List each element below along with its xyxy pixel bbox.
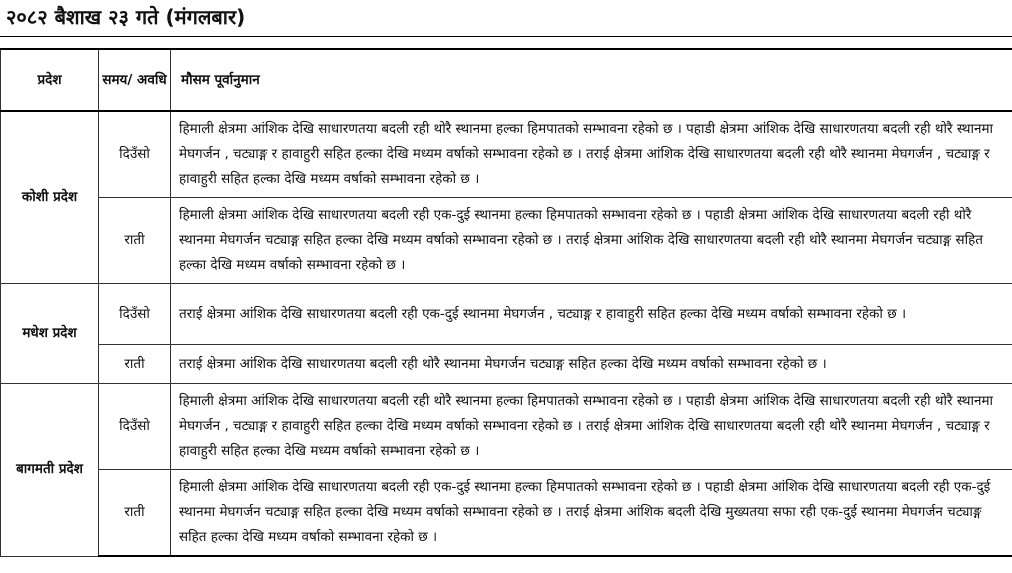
time-period-cell: दिउँसो (99, 284, 171, 345)
table-row (1, 111, 1012, 198)
province-name-koshi: कोशी प्रदेश (1, 111, 99, 284)
time-period-cell: दिउँसो (99, 384, 171, 470)
header-province: प्रदेश (1, 49, 99, 111)
time-period-cell: राती (99, 345, 171, 384)
forecast-text-cell: हिमाली क्षेत्रमा आंशिक देखि साधारणतया बदली रही एक-दुई स्थानमा हल्का हिमपातको सम्भावना रहेको छ । पहाडी क्षेत्रमा आंशिक देखि साधारणतया बदली रही एक-दुई स्थानमा मेघगर्जन चट्याङ्ग सहित हल्का देखि मध्यम वर्षाको सम्भावना रहेको छ । तराई क्षेत्रमा आंशिक बदली देखि मुख्यतया सफा रही एक-दुई स्थानमा मेघगर्जन चट्याङ्ग सहित हल्का देखि मध्यम वर्षाको सम्भावना रहेको छ । (171, 470, 1012, 557)
province-name-bagmati: बागमती प्रदेश (1, 384, 99, 557)
title-divider (0, 36, 1012, 37)
weather-forecast-table (0, 48, 1012, 557)
header-time-period: समय/ अवधि (99, 49, 171, 111)
table-header-row (1, 49, 1012, 111)
forecast-text-cell: हिमाली क्षेत्रमा आंशिक देखि साधारणतया बदली रही थोरै स्थानमा हल्का हिमपातको सम्भावना रहेको छ । पहाडी क्षेत्रमा आंशिक देखि साधारणतया बदली रही थोरै स्थानमा मेघगर्जन , चट्याङ्ग र हावाहुरी सहित हल्का देखि मध्यम वर्षाको सम्भावना रहेको छ । तराई क्षेत्रमा आंशिक देखि साधारणतया बदली रही थोरै स्थानमा मेघगर्जन , चट्याङ्ग र हावाहुरी सहित हल्का देखि मध्यम वर्षाको सम्भावना रहेको छ । (171, 384, 1012, 470)
time-period-cell: दिउँसो (99, 111, 171, 198)
forecast-text-cell: हिमाली क्षेत्रमा आंशिक देखि साधारणतया बदली रही एक-दुई स्थानमा हल्का हिमपातको सम्भावना रहेको छ । पहाडी क्षेत्रमा आंशिक देखि साधारणतया बदली रही थोरै स्थानमा मेघगर्जन चट्याङ्ग सहित हल्का देखि मध्यम वर्षाको सम्भावना रहेको छ । तराई क्षेत्रमा आंशिक देखि साधारणतया बदली रही थोरै स्थानमा मेघगर्जन चट्याङ्ग सहित हल्का देखि मध्यम वर्षाको सम्भावना रहेको छ । (171, 198, 1012, 284)
page-title: २०८२ बैशाख २३ गते (मंगलबार) (6, 5, 246, 29)
province-name-madhesh: मधेश प्रदेश (1, 284, 99, 384)
forecast-text-cell: हिमाली क्षेत्रमा आंशिक देखि साधारणतया बदली रही थोरै स्थानमा हल्का हिमपातको सम्भावना रहेको छ । पहाडी क्षेत्रमा आंशिक देखि साधारणतया बदली रही थोरै स्थानमा मेघगर्जन , चट्याङ्ग र हावाहुरी सहित हल्का देखि मध्यम वर्षाको सम्भावना रहेको छ । तराई क्षेत्रमा आंशिक देखि साधारणतया बदली रही थोरै स्थानमा मेघगर्जन , चट्याङ्ग र हावाहुरी सहित हल्का देखि मध्यम वर्षाको सम्भावना रहेको छ । (171, 111, 1012, 198)
table-row (1, 345, 1012, 384)
table-row (1, 284, 1012, 345)
forecast-text-cell: तराई क्षेत्रमा आंशिक देखि साधारणतया बदली रही एक-दुई स्थानमा मेघगर्जन , चट्याङ्ग र हावाहुरी सहित हल्का देखि मध्यम वर्षाको सम्भावना रहेको छ । (171, 284, 1012, 345)
header-weather-forecast: मौसम पूर्वानुमान (171, 49, 1012, 111)
time-period-cell: राती (99, 470, 171, 557)
table-row (1, 198, 1012, 284)
table-row (1, 470, 1012, 557)
time-period-cell: राती (99, 198, 171, 284)
table-row (1, 384, 1012, 470)
forecast-text-cell: तराई क्षेत्रमा आंशिक देखि साधारणतया बदली रही थोरै स्थानमा मेघगर्जन चट्याङ्ग सहित हल्का देखि मध्यम वर्षाको सम्भावना रहेको छ । (171, 345, 1012, 384)
